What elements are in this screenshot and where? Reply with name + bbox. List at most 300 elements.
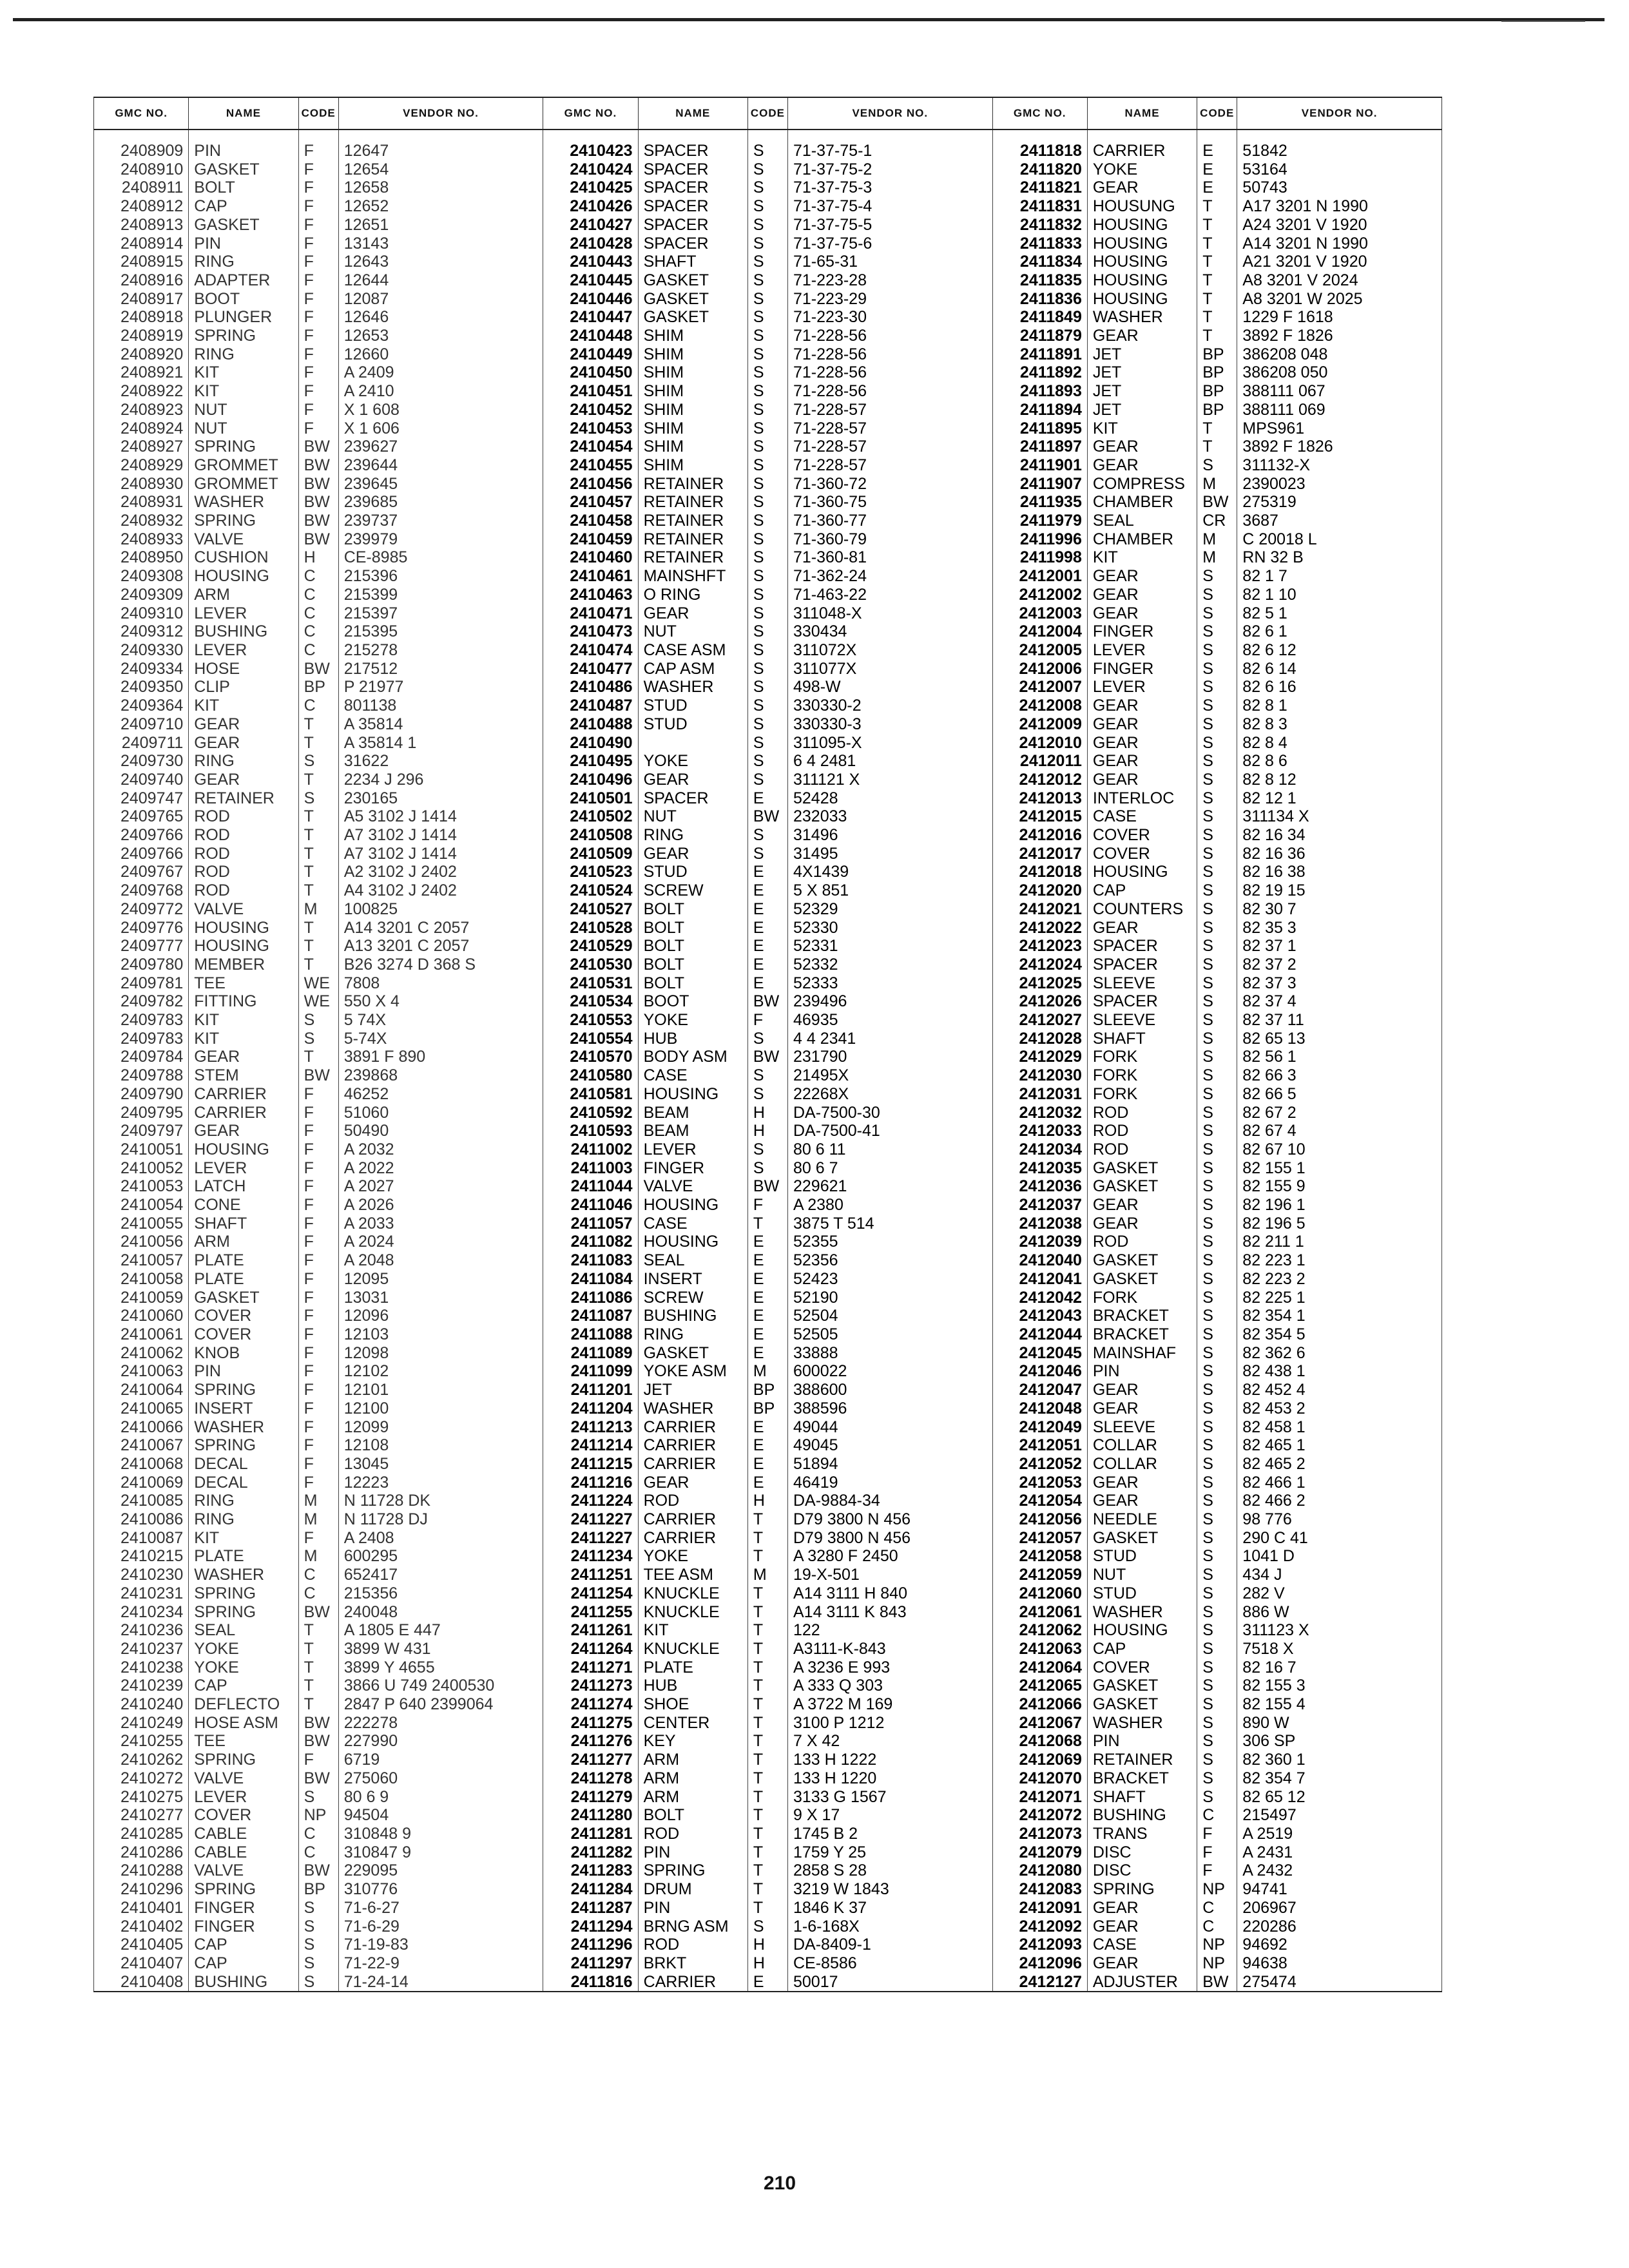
cell-vendor-no: 82 225 1 [1237, 1289, 1442, 1307]
cell-gmc-no: 2410296 [94, 1880, 189, 1899]
table-row [94, 1899, 1442, 1917]
cell-vendor-no: 71-228-57 [788, 419, 993, 438]
cell-vendor-no: CE-8985 [338, 548, 543, 567]
table-row [94, 1289, 1442, 1307]
cell-vendor-no: 12646 [338, 308, 543, 327]
cell-code: S [1197, 845, 1237, 863]
cell-code: F [298, 363, 338, 382]
cell-code: T [747, 1751, 787, 1769]
cell-code: T [1197, 235, 1237, 253]
cell-gmc-no: 2412022 [992, 919, 1087, 937]
cell-name: GEAR [1087, 1381, 1197, 1399]
cell-name: COVER [189, 1307, 298, 1325]
cell-gmc-no: 2410056 [94, 1233, 189, 1251]
cell-code: S [1197, 1584, 1237, 1603]
cell-gmc-no: 2408913 [94, 216, 189, 235]
cell-code: S [1197, 1658, 1237, 1677]
cell-code: S [298, 752, 338, 771]
cell-vendor-no: A 2380 [788, 1196, 993, 1215]
cell-gmc-no: 2408918 [94, 308, 189, 327]
cell-code: T [747, 1658, 787, 1677]
cell-gmc-no: 2410428 [543, 235, 638, 253]
cell-gmc-no: 2410255 [94, 1732, 189, 1751]
cell-name: CARRIER [638, 1455, 747, 1474]
cell-code: F [298, 1307, 338, 1325]
cell-gmc-no: 2410473 [543, 622, 638, 641]
cell-vendor-no: 71-22-9 [338, 1954, 543, 1973]
cell-gmc-no: 2412026 [992, 992, 1087, 1011]
table-row [94, 807, 1442, 826]
cell-name: KIT [189, 697, 298, 715]
cell-vendor-no: 82 458 1 [1237, 1418, 1442, 1437]
cell-name: GEAR [1087, 1899, 1197, 1917]
cell-code: T [747, 1695, 787, 1714]
cell-gmc-no: 2410231 [94, 1584, 189, 1603]
table-row [94, 1399, 1442, 1418]
cell-name: VALVE [189, 530, 298, 549]
cell-vendor-no: A24 3201 V 1920 [1237, 216, 1442, 235]
cell-name: SPRING [189, 1584, 298, 1603]
cell-code: T [747, 1825, 787, 1843]
cell-gmc-no: 2410052 [94, 1159, 189, 1178]
cell-vendor-no: 215399 [338, 586, 543, 604]
cell-gmc-no: 2410454 [543, 437, 638, 456]
cell-name: STUD [638, 863, 747, 881]
cell-vendor-no: 220286 [1237, 1917, 1442, 1936]
cell-code: T [747, 1215, 787, 1233]
cell-code: NP [298, 1806, 338, 1825]
cell-vendor-no: 206967 [1237, 1899, 1442, 1917]
cell-vendor-no: 6719 [338, 1751, 543, 1769]
cell-gmc-no: 2409795 [94, 1104, 189, 1122]
table-row [94, 1307, 1442, 1325]
cell-gmc-no: 2411089 [543, 1344, 638, 1363]
cell-vendor-no: 7518 X [1237, 1640, 1442, 1658]
cell-gmc-no: 2412067 [992, 1714, 1087, 1733]
cell-vendor-no: 82 37 11 [1237, 1011, 1442, 1030]
cell-name: GASKET [189, 216, 298, 235]
cell-gmc-no: 2411044 [543, 1177, 638, 1196]
cell-vendor-no: A7 3102 J 1414 [338, 845, 543, 863]
cell-vendor-no: MPS961 [1237, 419, 1442, 438]
cell-name: SHAFT [189, 1215, 298, 1233]
cell-gmc-no: 2412009 [992, 715, 1087, 734]
cell-name: SHIM [638, 401, 747, 419]
cell-vendor-no: A21 3201 V 1920 [1237, 253, 1442, 271]
cell-gmc-no: 2410285 [94, 1825, 189, 1843]
cell-vendor-no: 100825 [338, 900, 543, 919]
cell-name: CASE [638, 1215, 747, 1233]
cell-name: KIT [189, 1529, 298, 1548]
cell-name: ROD [1087, 1104, 1197, 1122]
cell-name: GASKET [1087, 1677, 1197, 1695]
table-row [94, 1880, 1442, 1899]
cell-name: BRKT [638, 1954, 747, 1973]
cell-gmc-no: 2412045 [992, 1344, 1087, 1363]
cell-name: CAP [189, 197, 298, 216]
cell-vendor-no: A 2410 [338, 382, 543, 401]
cell-name: SHOE [638, 1695, 747, 1714]
cell-gmc-no: 2412079 [992, 1843, 1087, 1862]
cell-name: ADAPTER [189, 271, 298, 290]
cell-name: SPACER [638, 130, 747, 160]
cell-code: T [298, 956, 338, 974]
cell-vendor-no: 82 465 1 [1237, 1436, 1442, 1455]
cell-name: WASHER [1087, 1714, 1197, 1733]
cell-vendor-no: 12108 [338, 1436, 543, 1455]
parts-table [93, 97, 1442, 1992]
cell-code: S [747, 548, 787, 567]
cell-vendor-no: 12647 [338, 130, 543, 160]
cell-code: S [1197, 1381, 1237, 1399]
cell-code: F [298, 1436, 338, 1455]
cell-gmc-no: 2409777 [94, 937, 189, 956]
cell-code: T [1197, 271, 1237, 290]
cell-vendor-no: A 35814 1 [338, 734, 543, 753]
cell-code: S [747, 1030, 787, 1048]
cell-name: DECAL [189, 1474, 298, 1492]
cell-name: FINGER [638, 1159, 747, 1178]
col-header-code: CODE [747, 97, 787, 130]
cell-vendor-no: 600295 [338, 1547, 543, 1566]
cell-gmc-no: 2410451 [543, 382, 638, 401]
cell-vendor-no: A14 3201 C 2057 [338, 919, 543, 937]
cell-vendor-no: 51894 [788, 1455, 993, 1474]
cell-gmc-no: 2411820 [992, 160, 1087, 179]
cell-code: S [1197, 1640, 1237, 1658]
cell-code: F [298, 401, 338, 419]
table-row [94, 1973, 1442, 1992]
cell-code: S [747, 308, 787, 327]
cell-gmc-no: 2412003 [992, 604, 1087, 623]
cell-vendor-no: 46419 [788, 1474, 993, 1492]
cell-name: BUSHING [189, 622, 298, 641]
cell-gmc-no: 2409766 [94, 845, 189, 863]
cell-name: PIN [189, 235, 298, 253]
cell-vendor-no: 3875 T 514 [788, 1215, 993, 1233]
cell-name: DISC [1087, 1843, 1197, 1862]
cell-name: HOUSING [1087, 271, 1197, 290]
cell-gmc-no: 2409768 [94, 881, 189, 900]
cell-code: C [298, 622, 338, 641]
cell-vendor-no: 3899 Y 4655 [338, 1658, 543, 1677]
cell-vendor-no: 282 V [1237, 1584, 1442, 1603]
table-row [94, 1603, 1442, 1622]
cell-vendor-no: 82 196 1 [1237, 1196, 1442, 1215]
cell-code: E [747, 1455, 787, 1474]
cell-name: KIT [1087, 419, 1197, 438]
cell-name: GEAR [1087, 715, 1197, 734]
cell-code: M [1197, 475, 1237, 494]
cell-vendor-no: 82 16 38 [1237, 863, 1442, 881]
cell-vendor-no: 71-37-75-2 [788, 160, 993, 179]
cell-name: BOLT [638, 956, 747, 974]
cell-code: S [1197, 1677, 1237, 1695]
cell-code: F [298, 1233, 338, 1251]
cell-name: SPACER [638, 216, 747, 235]
cell-name: SPACER [638, 197, 747, 216]
cell-code: T [747, 1843, 787, 1862]
cell-name: GEAR [189, 715, 298, 734]
cell-vendor-no: 215356 [338, 1584, 543, 1603]
cell-name: GEAR [1087, 604, 1197, 623]
cell-gmc-no: 2411891 [992, 345, 1087, 364]
cell-gmc-no: 2411002 [543, 1140, 638, 1159]
cell-name: BEAM [638, 1122, 747, 1140]
col-header-code: CODE [298, 97, 338, 130]
cell-vendor-no: 71-37-75-3 [788, 178, 993, 197]
cell-name: SPACER [638, 235, 747, 253]
cell-code: T [298, 863, 338, 881]
cell-vendor-no: 215395 [338, 622, 543, 641]
cell-code: S [1197, 1159, 1237, 1178]
cell-gmc-no: 2411234 [543, 1547, 638, 1566]
cell-code: C [1197, 1806, 1237, 1825]
cell-gmc-no: 2411818 [992, 130, 1087, 160]
table-row [94, 1751, 1442, 1769]
cell-code: S [1197, 1344, 1237, 1363]
cell-gmc-no: 2412001 [992, 567, 1087, 586]
cell-code: H [747, 1492, 787, 1510]
cell-name: GEAR [638, 604, 747, 623]
cell-name: PIN [189, 130, 298, 160]
cell-name: SCREW [638, 881, 747, 900]
cell-code: S [747, 130, 787, 160]
cell-vendor-no: A 3236 E 993 [788, 1658, 993, 1677]
table-row [94, 845, 1442, 863]
table-row [94, 1215, 1442, 1233]
cell-gmc-no: 2411278 [543, 1769, 638, 1788]
cell-vendor-no: 12087 [338, 290, 543, 309]
cell-vendor-no: 12096 [338, 1307, 543, 1325]
cell-name: COVER [1087, 826, 1197, 845]
cell-gmc-no: 2410407 [94, 1954, 189, 1973]
cell-vendor-no: 82 155 4 [1237, 1695, 1442, 1714]
cell-code: S [747, 437, 787, 456]
cell-vendor-no: 71-360-72 [788, 475, 993, 494]
cell-gmc-no: 2411834 [992, 253, 1087, 271]
cell-vendor-no: 52333 [788, 974, 993, 993]
cell-gmc-no: 2410059 [94, 1289, 189, 1307]
cell-vendor-no: 82 6 1 [1237, 622, 1442, 641]
col-header-gmc-no: GMC NO. [992, 97, 1087, 130]
cell-gmc-no: 2412038 [992, 1215, 1087, 1233]
cell-code: S [1197, 1048, 1237, 1066]
cell-vendor-no: 12644 [338, 271, 543, 290]
cell-name: NUT [638, 622, 747, 641]
cell-gmc-no: 2410448 [543, 327, 638, 345]
cell-name: HUB [638, 1677, 747, 1695]
cell-gmc-no: 2412043 [992, 1307, 1087, 1325]
cell-gmc-no: 2410452 [543, 401, 638, 419]
cell-code: C [1197, 1899, 1237, 1917]
cell-code: BW [298, 437, 338, 456]
cell-vendor-no: 4 4 2341 [788, 1030, 993, 1048]
cell-gmc-no: 2410238 [94, 1658, 189, 1677]
cell-name: GASKET [1087, 1251, 1197, 1270]
cell-name: SHAFT [1087, 1788, 1197, 1807]
table-row [94, 548, 1442, 567]
cell-code: S [1197, 1769, 1237, 1788]
cell-vendor-no: 82 354 7 [1237, 1769, 1442, 1788]
cell-code: F [298, 1455, 338, 1474]
cell-code: F [298, 1344, 338, 1363]
cell-code: T [747, 1529, 787, 1548]
cell-vendor-no: 12099 [338, 1418, 543, 1437]
cell-vendor-no: 6 4 2481 [788, 752, 993, 771]
cell-vendor-no: 82 211 1 [1237, 1233, 1442, 1251]
cell-gmc-no: 2411287 [543, 1899, 638, 1917]
cell-code: E [747, 937, 787, 956]
cell-vendor-no: 94741 [1237, 1880, 1442, 1899]
cell-vendor-no: 71-360-79 [788, 530, 993, 549]
cell-vendor-no: 2858 S 28 [788, 1861, 993, 1880]
cell-gmc-no: 2410445 [543, 271, 638, 290]
cell-vendor-no: 12643 [338, 253, 543, 271]
cell-vendor-no: 71-6-29 [338, 1917, 543, 1936]
cell-vendor-no: A2 3102 J 2402 [338, 863, 543, 881]
cell-code: F [298, 345, 338, 364]
cell-name: GEAR [1087, 1492, 1197, 1510]
cell-gmc-no: 2411261 [543, 1621, 638, 1640]
cell-code: F [747, 1011, 787, 1030]
cell-name: RETAINER [638, 530, 747, 549]
cell-code: T [747, 1769, 787, 1788]
table-row [94, 1769, 1442, 1788]
cell-gmc-no: 2409776 [94, 919, 189, 937]
cell-vendor-no: 82 66 3 [1237, 1066, 1442, 1085]
cell-code: S [1197, 734, 1237, 753]
cell-name: CASE [1087, 807, 1197, 826]
cell-name: BUSHING [189, 1973, 298, 1992]
cell-name: KNUCKLE [638, 1640, 747, 1658]
cell-name: HOUSING [638, 1196, 747, 1215]
table-row [94, 974, 1442, 993]
cell-vendor-no: 311134 X [1237, 807, 1442, 826]
cell-vendor-no: 1759 Y 25 [788, 1843, 993, 1862]
cell-vendor-no: 222278 [338, 1714, 543, 1733]
cell-name: PIN [638, 1899, 747, 1917]
cell-vendor-no: A5 3102 J 1414 [338, 807, 543, 826]
cell-name: HUB [638, 1030, 747, 1048]
table-row [94, 197, 1442, 216]
table-row [94, 1677, 1442, 1695]
table-row [94, 160, 1442, 179]
cell-vendor-no: 71-228-56 [788, 345, 993, 364]
cell-vendor-no: A 2026 [338, 1196, 543, 1215]
cell-gmc-no: 2409782 [94, 992, 189, 1011]
cell-vendor-no: 80 6 7 [788, 1159, 993, 1178]
cell-gmc-no: 2408933 [94, 530, 189, 549]
table-row [94, 1658, 1442, 1677]
cell-code: E [747, 1418, 787, 1437]
cell-vendor-no: 82 67 10 [1237, 1140, 1442, 1159]
cell-name: GROMMET [189, 475, 298, 494]
cell-name: SHIM [638, 327, 747, 345]
cell-name: CUSHION [189, 548, 298, 567]
cell-vendor-no: 50743 [1237, 178, 1442, 197]
cell-name: SHIM [638, 363, 747, 382]
cell-vendor-no: 46252 [338, 1085, 543, 1104]
cell-vendor-no: 82 56 1 [1237, 1048, 1442, 1066]
cell-name: HOUSING [1087, 235, 1197, 253]
cell-name: GROMMET [189, 456, 298, 475]
cell-vendor-no: 1745 B 2 [788, 1825, 993, 1843]
cell-code: NP [1197, 1954, 1237, 1973]
cell-gmc-no: 2412027 [992, 1011, 1087, 1030]
cell-name: BOLT [638, 900, 747, 919]
cell-vendor-no: 801138 [338, 697, 543, 715]
cell-name: RING [189, 253, 298, 271]
cell-name: HOUSING [1087, 290, 1197, 309]
cell-code: S [747, 475, 787, 494]
cell-name: STUD [638, 697, 747, 715]
cell-code: S [747, 771, 787, 789]
cell-code: BW [298, 660, 338, 678]
cell-vendor-no: A14 3201 N 1990 [1237, 235, 1442, 253]
cell-gmc-no: 2410066 [94, 1418, 189, 1437]
cell-code: S [1197, 1436, 1237, 1455]
cell-vendor-no: 82 155 9 [1237, 1177, 1442, 1196]
cell-vendor-no: 49044 [788, 1418, 993, 1437]
cell-vendor-no: 71-19-83 [338, 1936, 543, 1954]
cell-gmc-no: 2411264 [543, 1640, 638, 1658]
table-row [94, 1362, 1442, 1381]
cell-code: F [298, 308, 338, 327]
cell-name: WASHER [189, 1418, 298, 1437]
cell-vendor-no: A 2431 [1237, 1843, 1442, 1862]
cell-gmc-no: 2412083 [992, 1880, 1087, 1899]
cell-vendor-no: 53164 [1237, 160, 1442, 179]
cell-code: T [747, 1547, 787, 1566]
cell-name: CHAMBER [1087, 530, 1197, 549]
table-row [94, 1011, 1442, 1030]
cell-code: S [1197, 678, 1237, 697]
cell-code: S [1197, 1030, 1237, 1048]
cell-name: GEAR [189, 1122, 298, 1140]
cell-code: S [298, 1936, 338, 1954]
cell-vendor-no: 94504 [338, 1806, 543, 1825]
cell-name: STUD [1087, 1584, 1197, 1603]
cell-gmc-no: 2411849 [992, 308, 1087, 327]
cell-gmc-no: 2410463 [543, 586, 638, 604]
cell-code: E [747, 1270, 787, 1289]
cell-vendor-no: 46935 [788, 1011, 993, 1030]
cell-code: F [298, 1177, 338, 1196]
table-row [94, 1177, 1442, 1196]
cell-gmc-no: 2411046 [543, 1196, 638, 1215]
cell-name: HOUSING [189, 567, 298, 586]
cell-name: ROD [189, 881, 298, 900]
table-row [94, 1325, 1442, 1344]
cell-name: COVER [1087, 1658, 1197, 1677]
cell-gmc-no: 2412010 [992, 734, 1087, 753]
cell-code: F [1197, 1825, 1237, 1843]
table-row [94, 1621, 1442, 1640]
cell-gmc-no: 2412060 [992, 1584, 1087, 1603]
cell-code: BW [1197, 493, 1237, 512]
cell-vendor-no: A 2033 [338, 1215, 543, 1233]
cell-name: SPRING [189, 1880, 298, 1899]
cell-name: SLEEVE [1087, 1011, 1197, 1030]
cell-code: S [747, 622, 787, 641]
cell-code: T [298, 937, 338, 956]
cell-name: GASKET [638, 1344, 747, 1363]
cell-gmc-no: 2412017 [992, 845, 1087, 863]
cell-code: T [1197, 308, 1237, 327]
cell-vendor-no: 12101 [338, 1381, 543, 1399]
cell-code: F [298, 271, 338, 290]
